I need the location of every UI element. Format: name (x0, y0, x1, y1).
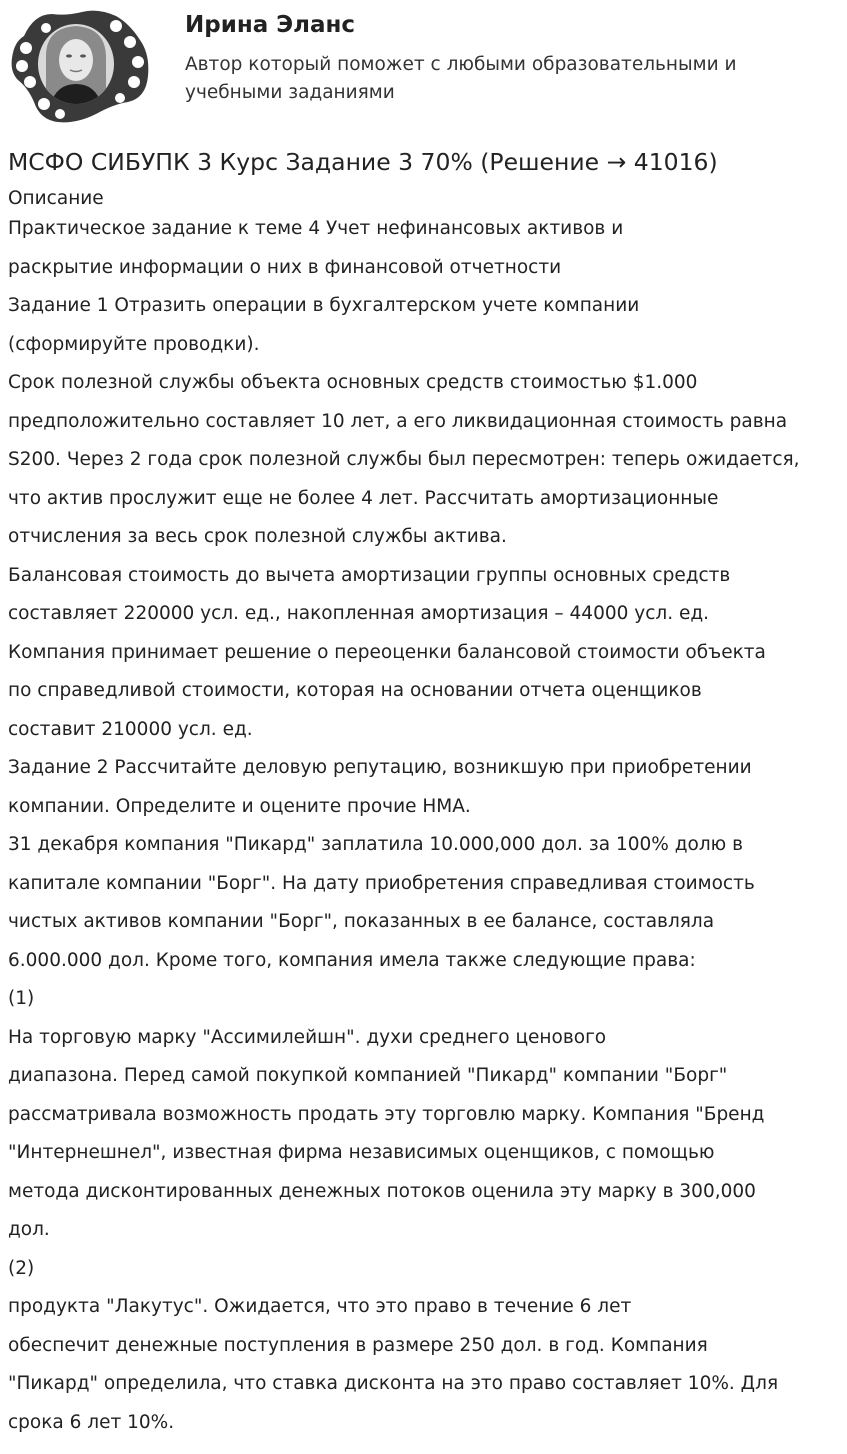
description-line: компании. Определите и оцените прочие НМА. (8, 795, 471, 817)
description-line: На торговую марку "Ассимилейшн". духи среднего ценового (8, 1026, 607, 1048)
description-line: Балансовая стоимость до вычета амортизации группы основных средств (8, 564, 731, 586)
description-line: 31 декабря компания "Пикард" заплатила 10.000,000 дол. за 100% долю в (8, 834, 744, 855)
author-avatar[interactable] (6, 6, 152, 128)
description-line: Задание 1 Отразить операции в бухгалтерском учете компании (8, 295, 640, 316)
description-line: по справедливой стоимости, которая на основании отчета оценщиков (8, 680, 702, 701)
description-line: 6.000.000 дол. Кроме того, компания имела также следующие права: (8, 949, 696, 971)
description-line: обеспечит денежные поступления в размере 250 дол. в год. Компания (8, 1334, 708, 1356)
description-line: (1) (8, 988, 35, 1009)
description-line: капитале компании "Борг". На дату приобретения справедливая стоимость (8, 872, 755, 894)
description-body (8, 212, 838, 1444)
description-line: продукта "Лакутус". Ожидается, что это право в течение 6 лет (8, 1296, 632, 1317)
description-line: Компания принимает решение о переоценки балансовой стоимости объекта (8, 641, 766, 663)
description-line: диапазона. Перед самой покупкой компанией "Пикард" компании "Борг" (8, 1065, 728, 1086)
description-line: срока 6 лет 10%. (8, 1411, 175, 1433)
description-line: что актив прослужит еще не более 4 лет. Рассчитать амортизационные (8, 487, 719, 509)
description-line: дол. (8, 1219, 50, 1240)
author-bio: Автор который поможет с любыми образовательными и учебными заданиями (185, 54, 737, 103)
film-reel-avatar-icon (6, 6, 152, 128)
description-line: раскрытие информации о них в финансовой отчетности (8, 256, 562, 278)
description-line: S200. Через 2 года срок полезной службы был пересмотрен: теперь ожидается, (8, 449, 800, 470)
description-line: составляет 220000 усл. ед., накопленная амортизация – 44000 усл. ед. (8, 603, 710, 624)
description-line: Практическое задание к теме 4 Учет нефинансовых активов и (8, 218, 624, 239)
description-line: (2) (8, 1257, 35, 1279)
description-label: Описание (8, 188, 104, 209)
description-line: (сформируйте проводки). (8, 333, 260, 355)
description-line: Задание 2 Рассчитайте деловую репутацию, возникшую при приобретении (8, 757, 752, 778)
page-title: МСФО СИБУПК 3 Курс Задание 3 70% (Решение → 41016) (8, 148, 718, 176)
description-line: составит 210000 усл. ед. (8, 718, 253, 740)
author-name[interactable]: Ирина Эланс (185, 12, 356, 38)
description-line: "Пикард" определила, что ставка дисконта на это право составляет 10%. Для (8, 1373, 779, 1394)
description-line: предположительно составляет 10 лет, а его ликвидационная стоимость равна (8, 410, 788, 432)
description-line: отчисления за весь срок полезной службы актива. (8, 526, 507, 547)
description-line: метода дисконтированных денежных потоков оценила эту марку в 300,000 (8, 1180, 756, 1202)
description-line: Срок полезной службы объекта основных средств стоимостью $1.000 (8, 372, 698, 393)
description-line: рассматривала возможность продать эту торговлю марку. Компания "Бренд (8, 1103, 765, 1125)
author-header (0, 0, 847, 140)
description-line: "Интернешнел", известная фирма независимых оценщиков, с помощью (8, 1142, 715, 1163)
description-line: чистых активов компании "Борг", показанных в ее балансе, составляла (8, 911, 715, 932)
